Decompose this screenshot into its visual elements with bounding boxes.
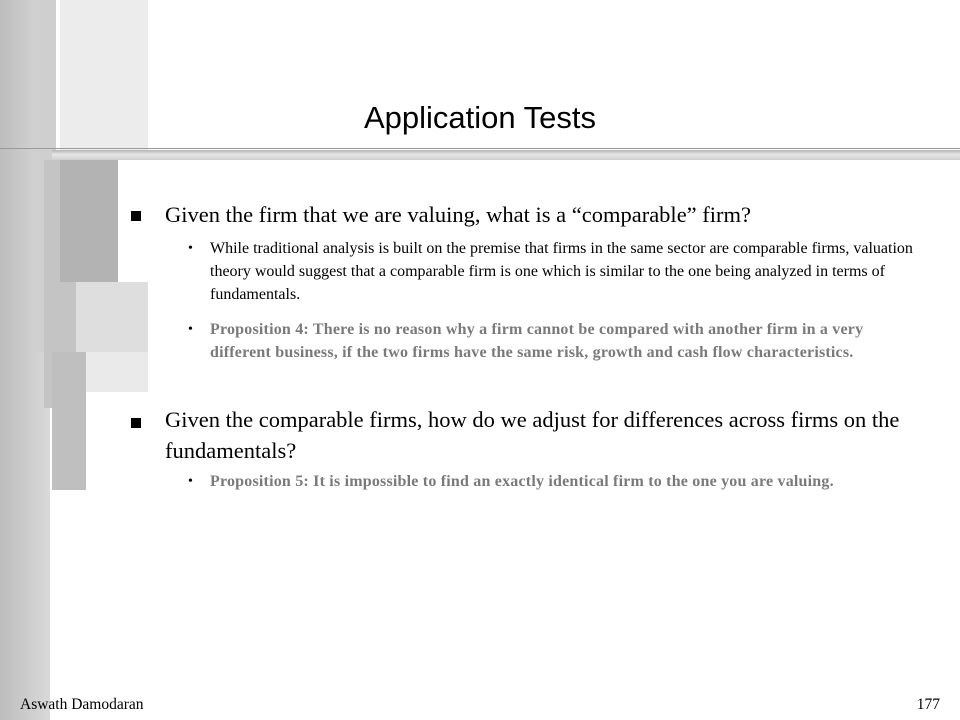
sub-bullet: While traditional analysis is built on the premise that firms in the same sector are comparable firms, valuation theory would suggest that a comparable firm is one which is similar to the one being analyzed in terms of fundamentals. (210, 240, 913, 303)
dot-bullet-icon: • (188, 322, 193, 337)
footer-page-number: 177 (916, 696, 940, 713)
decorative-bar (76, 282, 148, 352)
main-bullet: Given the comparable firms, how do we adjust for differences across firms on the fundamentals? (165, 407, 900, 463)
proposition-5: Proposition 5: It is impossible to find an exactly identical firm to the one you are valuing. (210, 473, 834, 490)
main-bullet: Given the firm that we are valuing, what is a “comparable” firm? (165, 202, 752, 227)
title-underline-bar (52, 150, 960, 160)
dot-bullet-icon: • (188, 474, 193, 489)
footer-author: Aswath Damodaran (20, 696, 144, 713)
decorative-bar (60, 0, 148, 160)
proposition-4: Proposition 4: There is no reason why a firm cannot be compared with another firm in a very different business, if the two firms have the same risk, growth and cash flow characteristics. (210, 321, 864, 361)
square-bullet-icon (131, 211, 141, 221)
decorative-bar (52, 352, 86, 490)
title-divider (0, 148, 960, 149)
slide-title: Application Tests (363, 100, 597, 135)
dot-bullet-icon: • (188, 241, 193, 256)
decorative-bar (60, 160, 118, 282)
decorative-bar (86, 352, 148, 392)
square-bullet-icon (131, 418, 141, 428)
